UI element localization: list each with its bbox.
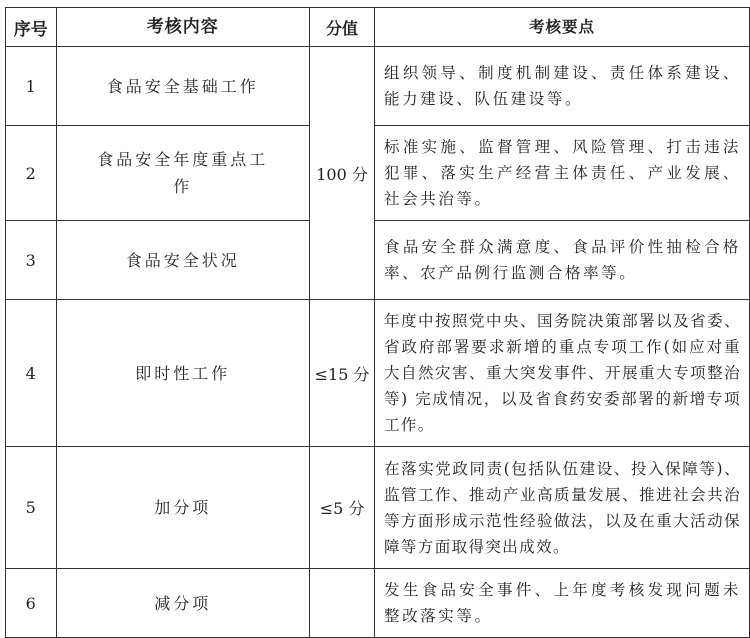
- row-content: 食品安全状况: [56, 221, 310, 300]
- row-points: 食品安全群众满意度、食品评价性抽检合格率、农产品例行监测合格率等。: [375, 221, 750, 300]
- row-points: 发生食品安全事件、上年度考核发现问题未整改落实等。: [375, 569, 750, 638]
- row-content: [56, 126, 310, 221]
- row-score: [310, 569, 375, 638]
- table-row: [6, 300, 750, 447]
- header-points: 考核要点: [375, 8, 750, 47]
- assessment-table: [5, 7, 750, 638]
- table-row: [6, 126, 750, 221]
- row-points: 年度中按照党中央、国务院决策部署以及省委、省政府部署要求新增的重点专项工作(如应对重大自然灾害、重大突发事件、开展重大专项整治等) 完成情况，以及省食药安委部署的新增专项工作。: [375, 300, 750, 447]
- table-row: [6, 569, 750, 638]
- header-score: 分值: [310, 8, 375, 47]
- row-score: ≤15 分: [310, 300, 375, 447]
- header-content: 考核内容: [56, 8, 310, 47]
- row-points: 在落实党政同责(包括队伍建设、投入保障等)、监管工作、推动产业高质量发展、推进社会共治等方面形成示范性经验做法，以及在重大活动保障等方面取得突出成效。: [375, 447, 750, 569]
- row-score: ≤5 分: [310, 447, 375, 569]
- row-content: 加分项: [56, 447, 310, 569]
- row-no: 6: [6, 569, 57, 638]
- header-no: 序号: [6, 8, 57, 47]
- assessment-table-container: [5, 7, 750, 638]
- row-no: 2: [6, 126, 57, 221]
- row-no: 5: [6, 447, 57, 569]
- row-no: 3: [6, 221, 57, 300]
- row-no: 4: [6, 300, 57, 447]
- table-row: [6, 221, 750, 300]
- row-no: 1: [6, 47, 57, 126]
- table-row: [6, 447, 750, 569]
- row-content: 食品安全基础工作: [56, 47, 310, 126]
- row-points: 组织领导、制度机制建设、责任体系建设、能力建设、队伍建设等。: [375, 47, 750, 126]
- table-header-row: [6, 8, 750, 47]
- table-row: [6, 47, 750, 126]
- row-content: 减分项: [56, 569, 310, 638]
- row-points: 标准实施、监督管理、风险管理、打击违法犯罪、落实生产经营主体责任、产业发展、社会共治等。: [375, 126, 750, 221]
- row-score-merged: 100 分: [310, 47, 375, 300]
- row-content: 即时性工作: [56, 300, 310, 447]
- row-content-text: 食品安全年度重点工作: [97, 150, 269, 196]
